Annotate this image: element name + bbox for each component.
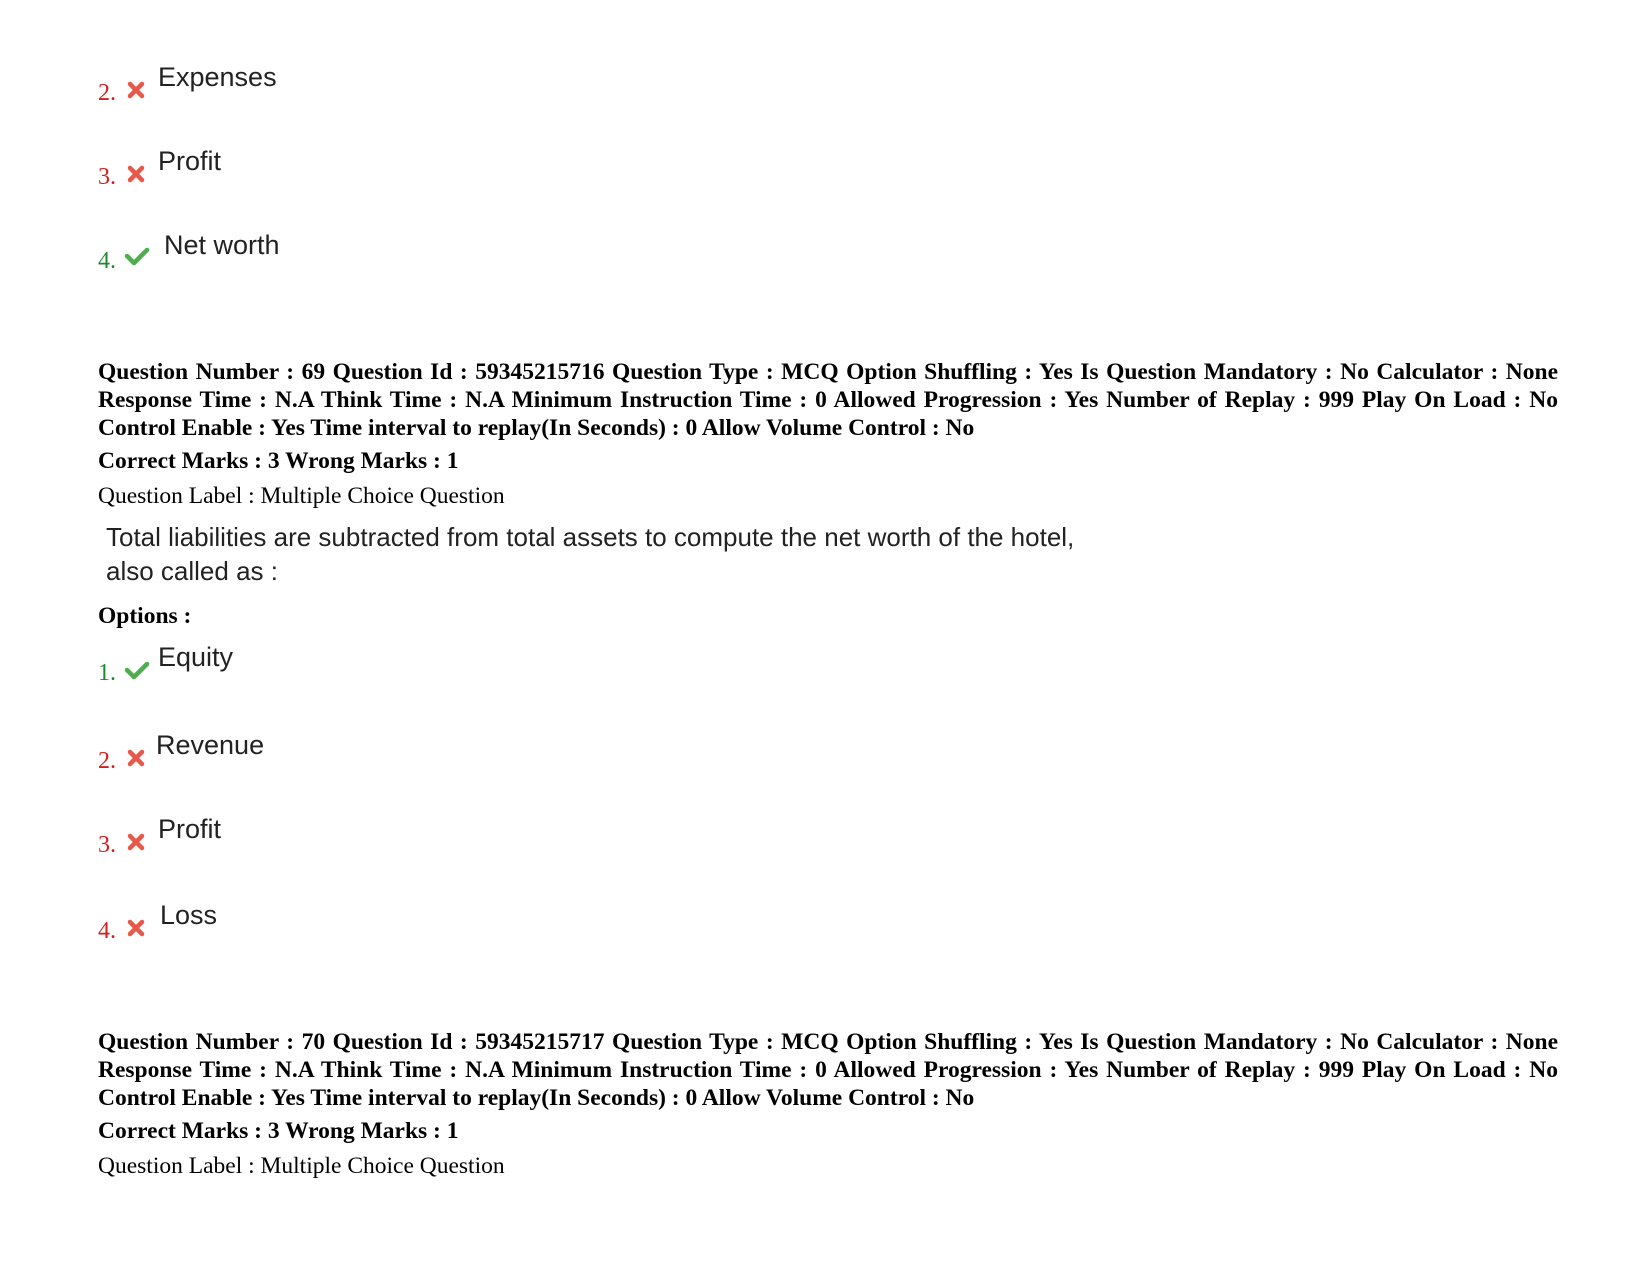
question-meta: Question Number : 69 Question Id : 59345215716 Question Type : MCQ Option Shuffling : Yes Is Question Mandatory : No Calculator : None Response Time : N.A Think Time : N.A Minimum Instruction Time : 0 Allowed Progression : Yes Number of Replay : 999 Play On Load : No Control Enable : Yes Time interval to replay(In Seconds) : 0 Allow Volume Control : No (98, 359, 1558, 441)
option-number: 1. (98, 660, 116, 686)
option-number: 4. (98, 918, 116, 944)
question-meta: Question Number : 70 Question Id : 59345215717 Question Type : MCQ Option Shuffling : Yes Is Question Mandatory : No Calculator : None Response Time : N.A Think Time : N.A Minimum Instruction Time : 0 Allowed Progression : Yes Number of Replay : 999 Play On Load : No Control Enable : Yes Time interval to replay(In Seconds) : 0 Allow Volume Control : No (98, 1029, 1558, 1111)
cross-icon (126, 748, 146, 768)
cross-icon (126, 832, 146, 852)
option-number: 3. (98, 164, 116, 190)
cross-icon (126, 80, 146, 100)
cross-icon (126, 918, 146, 938)
options-heading: Options : (98, 603, 192, 629)
option-text: Profit (158, 814, 222, 844)
option-number: 4. (98, 248, 116, 274)
cross-icon (126, 164, 146, 184)
question-label: Question Label : Multiple Choice Question (98, 1153, 505, 1179)
question-text-line: also called as : (106, 556, 278, 586)
option-number: 3. (98, 832, 116, 858)
option-text: Net worth (164, 230, 280, 260)
question-text-line: Total liabilities are subtracted from total assets to compute the net worth of the hotel, (106, 522, 1075, 552)
option-text: Expenses (158, 62, 277, 92)
check-icon (124, 660, 150, 680)
question-marks: Correct Marks : 3 Wrong Marks : 1 (98, 1118, 459, 1144)
question-label: Question Label : Multiple Choice Question (98, 483, 505, 509)
question-text (106, 520, 1116, 588)
option-number: 2. (98, 748, 116, 774)
option-text: Profit (158, 146, 222, 176)
option-number: 2. (98, 80, 116, 106)
check-icon (124, 246, 150, 266)
option-text: Revenue (156, 730, 265, 760)
option-text: Equity (158, 642, 234, 672)
question-marks: Correct Marks : 3 Wrong Marks : 1 (98, 448, 459, 474)
option-text: Loss (160, 900, 218, 930)
